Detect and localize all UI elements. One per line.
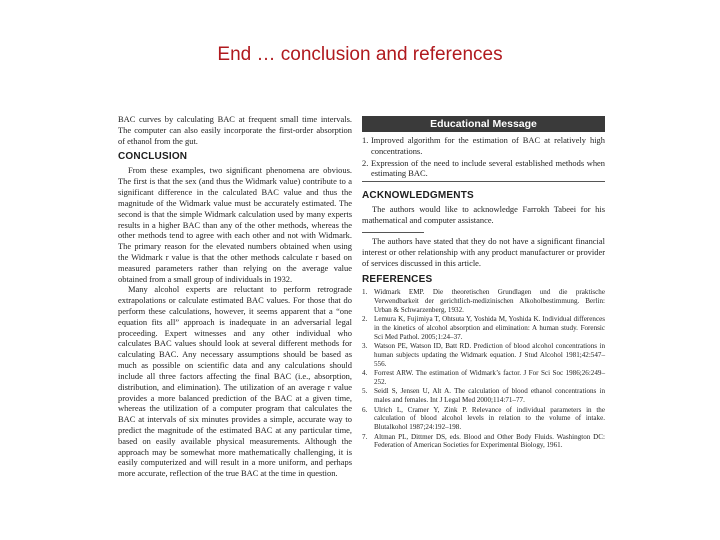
conclusion-paragraph-1: From these examples, two significant phenomena are obvious. The first is that the sex (and thus the Widmark value) contribute to a significant difference in the calculated BAC value and thus the magnitude of the Widmark value must be accurately estimated. The second is that the simple Widmark calculation used by many experts results in a higher BAC than any of the other methods, whereas the other methods tend to agree with each other and not with Widmark. The primary reason for the elevated numbers obtained when using the Widmark r value is that the other methods calculate r based on measured parameters rather than relying on the average value obtained from a small group of individuals in 1932.	[118, 165, 352, 284]
references-heading: REFERENCES	[362, 274, 433, 286]
educational-message-box	[362, 116, 605, 182]
left-column	[118, 114, 352, 479]
reference-text: Lemura K, Fujimiya T, Ohtsuta Y, Yoshida M, Yoshida K. Individual differences in the kinetics of alcohol absorption and elimination: A human study. Forensic Sci Med Pathol. 2005;1:24–37.	[374, 315, 605, 341]
reference-number: 3.	[362, 342, 368, 351]
reference-text: Widmark EMP. Die theoretischen Grundlagen und die praktische Verwendbarkeit der gerichtlich-medizinischen Alkoholbestimmung. Berlin: Urban & Schwarzenberg, 1932.	[374, 288, 605, 314]
reference-number: 1.	[362, 288, 368, 297]
list-item	[362, 135, 605, 157]
references-list	[362, 288, 605, 450]
reference-item	[362, 369, 605, 387]
item-number: 2.	[362, 157, 369, 168]
reference-text: Seidl S, Jensen U, Alt A. The calculation of blood ethanol concentrations in males and females. Int J Legal Med 2000;114:71–77.	[374, 387, 605, 405]
list-item	[362, 158, 605, 180]
item-number: 1.	[362, 135, 369, 145]
reference-item	[362, 433, 605, 451]
reference-number: 5.	[362, 387, 368, 396]
acknowledgments-heading: ACKNOWLEDGMENTS	[362, 190, 474, 202]
conclusion-heading: CONCLUSION	[118, 151, 188, 163]
acknowledgments-text: The authors would like to acknowledge Farrokh Tabeei for his mathematical and computer assistance.	[362, 204, 605, 226]
right-column	[362, 114, 605, 451]
conclusion-paragraph-2: Many alcohol experts are reluctant to perform retrograde extrapolations or calculate estimated BAC values. For those that do perform these calculations, however, it seems apparent that a “one equation fits all” approach is inadequate in an adversarial legal proceeding. Expert witnesses and any other individual who calculates BAC values should look at several different methods for calculating BAC. Any necessary assumptions should be based as much as possible on scientific data and any calculations should include all three factors affecting the final BAC (i.e., absorption, distribution, and elimination). The utilization of an average r value provides a more balanced prediction of the BAC at a given time, whereas the utilization of a computer program that calculates the BAC at intervals of six minutes provides a simple, accurate way to predict the magnitude of the estimated BAC at any particular time, based on easily available physical measurements. Although the approach may be somewhat more mathematically challenging, it is easily computerized and will result in a more uniform, and perhaps more accurate, reflection of the true BAC at the time in question.	[118, 284, 352, 479]
educational-message-list	[362, 135, 605, 179]
reference-text: Altman PL, Dittmer DS, eds. Blood and Other Body Fluids. Washington DC: Federation of American Societies for Experimental Biology, 1961.	[374, 432, 605, 450]
reference-text: Forrest ARW. The estimation of Widmark’s factor. J For Sci Soc 1986;26:249–252.	[374, 369, 605, 387]
reference-item	[362, 387, 605, 405]
reference-number: 2.	[362, 315, 368, 324]
item-text: Improved algorithm for the estimation of BAC at relatively high concentrations.	[371, 135, 605, 156]
reference-item	[362, 406, 605, 432]
box-bottom-rule	[362, 181, 605, 182]
reference-number: 7.	[362, 432, 368, 441]
educational-message-title: Educational Message	[362, 116, 605, 132]
item-text: Expression of the need to include several established methods when estimating BAC.	[371, 157, 605, 179]
disclosure-text: The authors have stated that they do not have a significant financial interest or other relationship with any product manufacturer or provider of services discussed in this article.	[362, 235, 605, 268]
reference-item	[362, 342, 605, 368]
reference-number: 6.	[362, 405, 368, 414]
reference-item	[362, 288, 605, 314]
footnote-rule	[362, 232, 424, 233]
slide-title: End … conclusion and references	[217, 44, 503, 65]
reference-text: Ulrich L, Cramer Y, Zink P. Relevance of individual parameters in the calculation of blood alcohol levels in relation to the volume of intake. Blutalkohol 1987;24:192–198.	[374, 405, 605, 432]
reference-text: Watson PE, Watson ID, Batt RD. Prediction of blood alcohol concentrations in human subjects updating the Widmark equation. J Stud Alcohol 1981;42:547–556.	[374, 342, 605, 368]
reference-number: 4.	[362, 369, 368, 378]
intro-paragraph: BAC curves by calculating BAC at frequent small time intervals. The computer can also easily incorporate the first-order absorption of ethanol from the gut.	[118, 114, 352, 146]
reference-item	[362, 315, 605, 341]
